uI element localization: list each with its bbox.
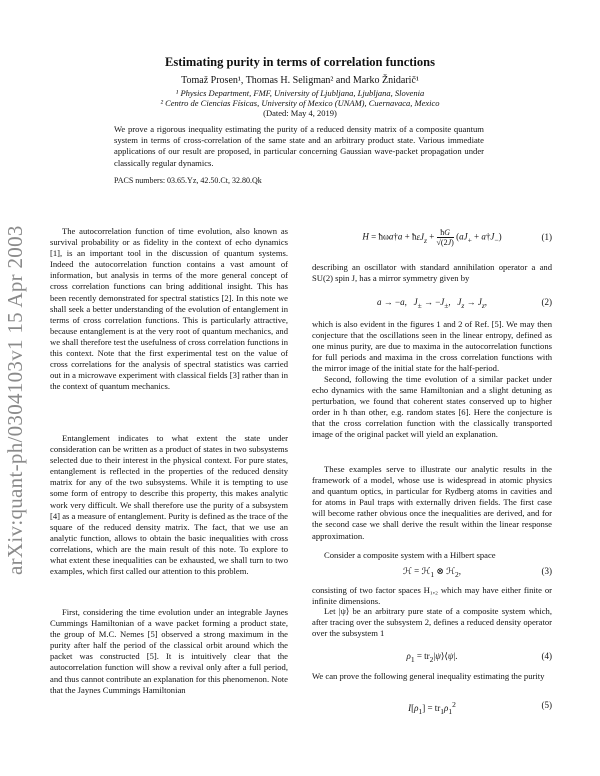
authors: Tomaž Prosen¹, Thomas H. Seligman² and Marko Žnidarič¹	[181, 75, 419, 86]
abstract: We prove a rigorous inequality estimating the purity of a reduced density matrix of a composite quantum system in terms of cross-correlation of the same state and an arbitrary product state. Various immediate applications of our result are proposed, in particular concerning Gaussian wave-packet propagation under classically regular dynamics.	[114, 124, 484, 168]
equation-number: (1)	[541, 232, 552, 242]
equation-4: $\rho_1$ = $tr_2|\psi⟩⟨\psi|$. (4)	[406, 651, 552, 664]
right-paragraph-2: which is also evident in the figures 1 and 2 of Ref. [5]. We may then conjecture that the oscillations seen in the linear entropy, defined as one minus purity, are due to maxima in the autocorrelation functions for full periods and maxima in the cross correlation functions with the mirror image of the initial state for the half-period.	[312, 319, 552, 374]
right-paragraph-4: These examples serve to illustrate our analytic results in the framework of a model, whose use is widespread in atomic physics and quantum optics, in particular for Rydberg atoms in cavities and for atoms in Paul traps with externally driven fields. The first case will become rather obvious once the inequalities are derived, and for the second case we shall derive the result within the linear response approximation.	[312, 464, 552, 541]
right-paragraph-8: We can prove the following general inequality estimating the purity	[312, 671, 545, 681]
affiliation-1: ¹ Physics Department, FMF, University of Ljubljana, Ljubljana, Slovenia	[175, 88, 425, 98]
equation-2: a → −a, $J_\pm \to -J_\pm$, $J_z \to J_z$, (2)	[377, 297, 552, 310]
left-paragraph-1: The autocorrelation function of time evolution, also known as survival probability or as fidelity in the context of echo dynamics [1], is an important tool in the discussion of quantum systems. Indeed the autocorrelation function contains a vast amount of information, but analysis in terms of the more general concept of cross correlation functions can bring additional insight. This has been recently demonstrated for spectral statistics [2]. In this note we shall seek a better understanding of the evolution of entanglement in terms of cross correlation functions. This is particularly attractive, because entanglement is at the very root of quantum mechanics, and we shall therefore test the usefulness of cross correlation functions in this context. Note that the first experimental test on the value of cross correlations for the analysis of spectral statistics was carried out in a microwave experiment with classical fields [3] rather than in the context of quantum mechanics.	[50, 226, 288, 392]
equation-number: (4)	[541, 651, 552, 661]
right-paragraph-3: Second, following the time evolution of a similar packet under echo dynamics with the same Hamiltonian and a slight detuning as perturbation, we found that coherent states conserved up to higher order in ħ than other, e.g. random states [6]. Here the conjecture is that the cross correlation function with the classically transported image of the original packet will yield an explanation.	[312, 374, 552, 440]
equation-3: ℋ = ℋ$_1$ ⊗ ℋ$_2$, (3)	[402, 566, 552, 579]
equation-number: (5)	[541, 700, 552, 710]
affiliation-2: ² Centro de Ciencias Físicas, University of Mexico (UNAM), Cuernavaca, Mexico	[160, 98, 440, 108]
pacs-numbers: PACS numbers: 03.65.Yz, 42.50.Ct, 32.80.Qk	[114, 176, 262, 185]
equation-number: (3)	[541, 566, 552, 576]
right-paragraph-7: Let |ψ⟩ be an arbitrary pure state of a composite system which, after tracing over the subsystem 2, defines a reduced density operator over the subsystem 1	[312, 606, 552, 639]
left-paragraph-2: Entanglement indicates to what extent the state under consideration can be written as a product of states in two subsystems selected due to their interest in the physical context. For pure states, entanglement is reflected in the properties of the reduced density matrix for any of the two subsystems. While it is tempting to use some form of entropy to describe this property, this makes analytic work very difficult. We shall therefore use the purity of a subsystem [4] as a measure of entanglement. Purity is defined as the trace of the square of the reduced density matrix. The fact, that we use an analytic function, allows to obtain the basic inequalities with cross correlations, which are the main result of this note. To explore to what extent these inequalities can be exhausted, we shall turn to two examples, which first called our attention to this problem.	[50, 433, 288, 577]
right-paragraph-6: consisting of two factor spaces H₁,₂ which may have either finite or infinite dimensions.	[312, 585, 552, 607]
arxiv-stamp: arXiv:quant-ph/0304103v1 15 Apr 2003	[3, 225, 27, 575]
equation-1: H = ħωa†a + ħεJ$_z$ + $\frac{ħG}{√(2J)}$ ($aJ_+$ + $a\dagger J_-$) (1)	[362, 228, 552, 247]
right-paragraph-1: describing an oscillator with standard annihilation operator a and SU(2) spin J, has a mirror symmetry given by	[312, 262, 552, 284]
left-paragraph-3: First, considering the time evolution under an integrable Jaynes Cummings Hamiltonian of a wave packet forming a product state, the group of M.C. Nemes [5] observed a strong maximum in the purity after half the period of the classical orbit around which the packet was constructed [5]. It is intuitively clear that the autocorrelation function will show a revival only after a full period, and thus cannot contribute an explanation for this phenomenon. Note that the Jaynes Cummings Hamiltonian	[50, 607, 288, 695]
paper-title: Estimating purity in terms of correlation functions	[165, 55, 435, 69]
equation-5: $I[\rho_1] = tr_1\rho_1^2$ (5)	[408, 700, 552, 716]
dated: (Dated: May 4, 2019)	[263, 108, 337, 118]
equation-number: (2)	[541, 297, 552, 307]
right-paragraph-5: Consider a composite system with a Hilbert space	[324, 550, 496, 560]
